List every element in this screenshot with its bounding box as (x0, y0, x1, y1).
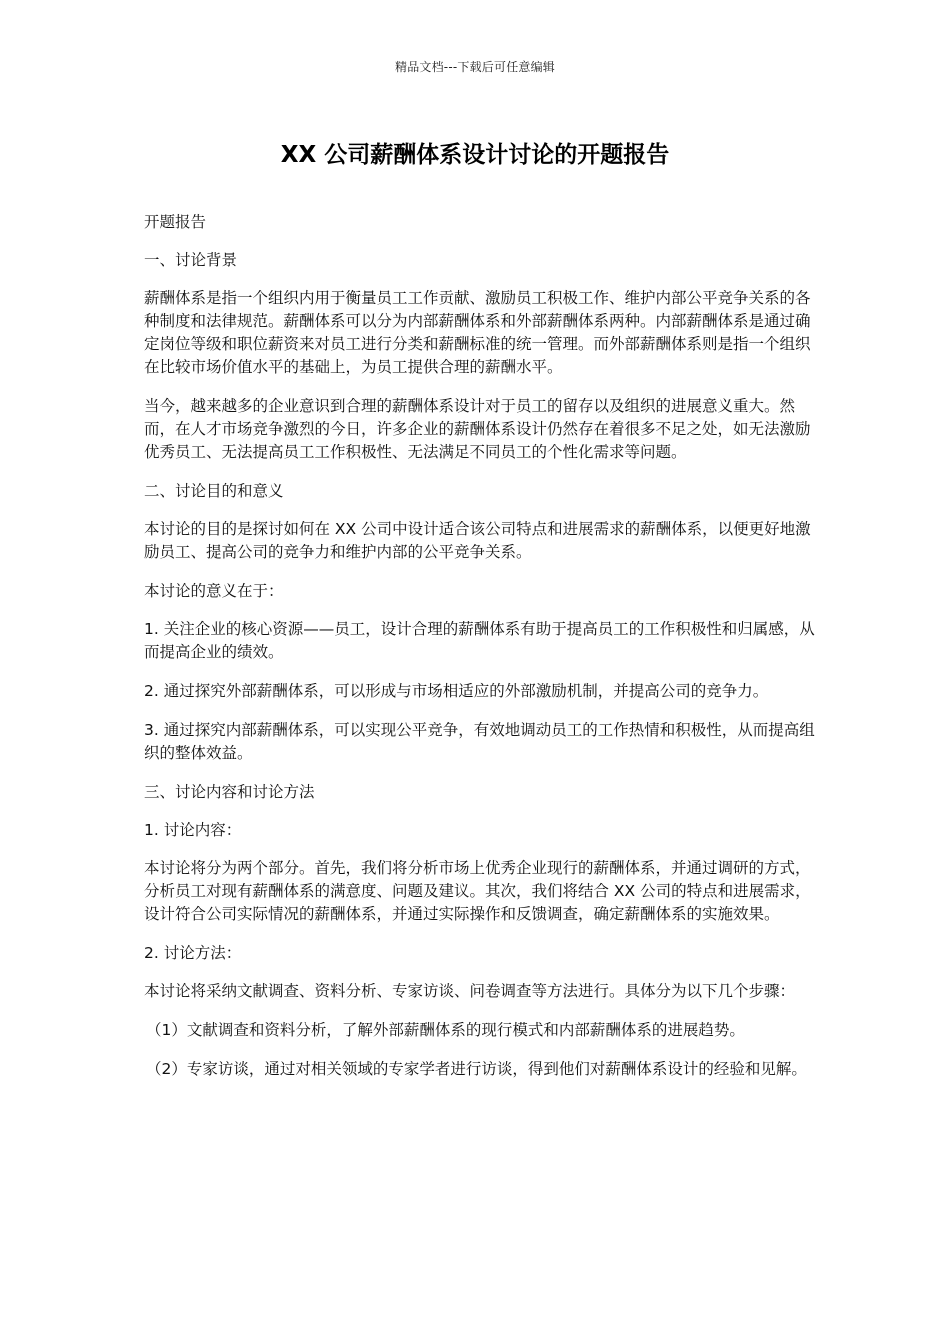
section-heading-content-methods: 三、讨论内容和讨论方法 (144, 783, 315, 801)
body-paragraph: 薪酬体系是指一个组织内用于衡量员工工作贡献、激励员工积极工作、维护内部公平竞争关系的各种制度和法律规范。薪酬体系可以分为内部薪酬体系和外部薪酬体系两种。内部薪酬体系是通过确定岗位等级和职位薪资来对员工进行分类和薪酬标准的统一管理。而外部薪酬体系则是指一个组织在比较市场价值水平的基础上，为员工提供合理的薪酬水平。 (144, 289, 811, 376)
subheading-methods: 2. 讨论方法： (144, 944, 242, 962)
step-item: （1）文献调查和资料分析，了解外部薪酬体系的现行模式和内部薪酬体系的进展趋势。 (146, 1021, 745, 1039)
body-paragraph: 当今，越来越多的企业意识到合理的薪酬体系设计对于员工的留存以及组织的进展意义重大。然而，在人才市场竞争激烈的今日，许多企业的薪酬体系设计仍然存在着很多不足之处，如无法激励优秀员工、无法提高员工工作积极性、无法满足不同员工的个性化需求等问题。 (144, 397, 811, 461)
body-paragraph: 本讨论的目的是探讨如何在 XX 公司中设计适合该公司特点和进展需求的薪酬体系，以便更好地激励员工、提高公司的竞争力和维护内部的公平竞争关系。 (144, 520, 811, 561)
step-item: （2）专家访谈，通过对相关领域的专家学者进行访谈，得到他们对薪酬体系设计的经验和见解。 (146, 1060, 807, 1078)
header-note: 精品文档---下载后可任意编辑 (395, 60, 555, 74)
document-title: XX 公司薪酬体系设计讨论的开题报告 (280, 142, 670, 168)
body-paragraph: 本讨论将采纳文献调查、资料分析、专家访谈、问卷调查等方法进行。具体分为以下几个步骤： (144, 982, 796, 1000)
subheading-content: 1. 讨论内容： (144, 821, 242, 839)
section-heading-purpose: 二、讨论目的和意义 (144, 482, 284, 500)
section-heading-background: 一、讨论背景 (144, 251, 238, 269)
body-paragraph: 本讨论的意义在于： (144, 582, 284, 600)
list-item: 1. 关注企业的核心资源——员工，设计合理的薪酬体系有助于提高员工的工作积极性和归属感，从而提高企业的绩效。 (144, 620, 815, 661)
body-paragraph: 本讨论将分为两个部分。首先，我们将分析市场上优秀企业现行的薪酬体系，并通过调研的方式，分析员工对现有薪酬体系的满意度、问题及建议。其次，我们将结合 XX 公司的特点和进展需求，设计符合公司实际情况的薪酬体系，并通过实际操作和反馈调查，确定薪酬体系的实施效果。 (144, 859, 811, 923)
report-label: 开题报告 (144, 213, 207, 231)
document-body (144, 211, 820, 1097)
list-item: 3. 通过探究内部薪酬体系，可以实现公平竞争，有效地调动员工的工作热情和积极性，从而提高组织的整体效益。 (144, 721, 815, 762)
list-item: 2. 通过探究外部薪酬体系，可以形成与市场相适应的外部激励机制，并提高公司的竞争力。 (144, 682, 769, 700)
